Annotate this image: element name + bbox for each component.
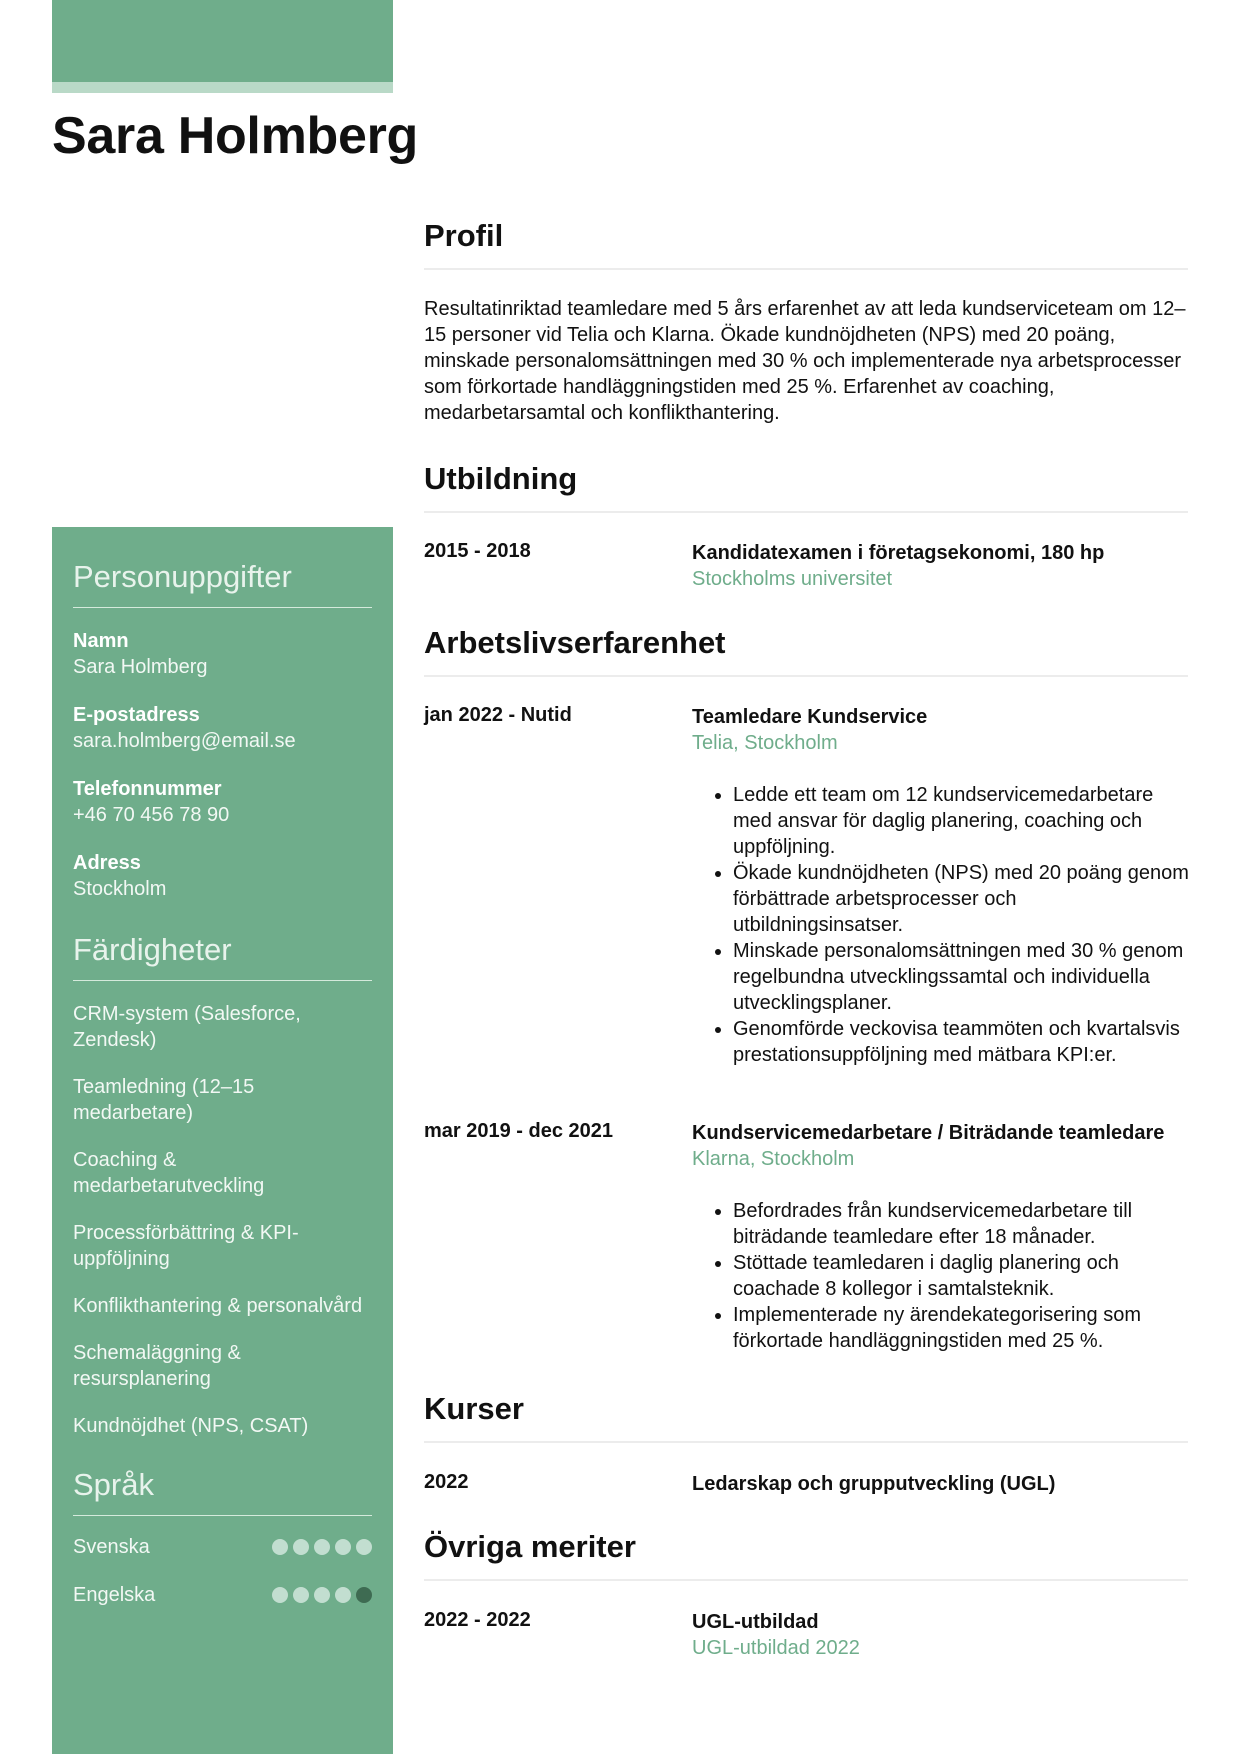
language-row xyxy=(73,1536,372,1558)
personal-label: E-postadress xyxy=(73,704,200,726)
candidate-name: Sara Holmberg xyxy=(52,107,418,165)
entry-date: 2015 - 2018 xyxy=(424,540,531,562)
entry-date: 2022 xyxy=(424,1471,469,1493)
skill-item: Teamledning (12–15 medarbetare) xyxy=(73,1076,255,1124)
entry-body xyxy=(692,1120,1192,1354)
bullet-item: • Minskade personalomsättningen med 30 % genom regelbundna utvecklingssamtal och individuella utvecklingsplaner. xyxy=(733,938,1192,1016)
personal-label: Namn xyxy=(73,630,129,652)
personal-item-phone xyxy=(73,776,372,828)
personal-value: Sara Holmberg xyxy=(73,656,208,678)
bullet-item: • Implementerade ny ärendekategorisering som förkortade handläggningstiden med 25 %. xyxy=(733,1302,1192,1354)
skill-item: CRM-system (Salesforce, Zendesk) xyxy=(73,1003,301,1051)
entry-subtitle: Klarna, Stockholm xyxy=(692,1148,855,1170)
entry-subtitle: Stockholms universitet xyxy=(692,568,893,590)
bullet-item: • Ökade kundnöjdheten (NPS) med 20 poäng genom förbättrade arbetsprocesser och utbildningsinsatser. xyxy=(733,860,1192,938)
experience-heading: Arbetslivserfarenhet xyxy=(424,625,1188,677)
personal-value: +46 70 456 78 90 xyxy=(73,804,230,826)
personal-label: Telefonnummer xyxy=(73,778,222,800)
sidebar xyxy=(52,527,393,1754)
skill-item: Konflikthantering & personalvård xyxy=(73,1295,363,1317)
entry-date: mar 2019 - dec 2021 xyxy=(424,1120,614,1142)
header-accent-bar xyxy=(52,0,393,82)
personal-item-email xyxy=(73,702,372,754)
bullet-item: • Genomförde veckovisa teammöten och kvartalsvis prestationsuppföljning med mätbara KPI:er. xyxy=(733,1016,1192,1068)
entry-bullets xyxy=(692,782,1192,1068)
personal-item-address xyxy=(73,850,372,902)
level-dot-empty xyxy=(356,1587,372,1603)
entry-body xyxy=(692,1609,1192,1661)
skill-item: Processförbättring & KPI-uppföljning xyxy=(73,1222,299,1270)
personal-heading: Personuppgifter xyxy=(73,559,372,608)
level-dot-filled xyxy=(272,1539,288,1555)
profile-heading: Profil xyxy=(424,218,1188,270)
courses-heading: Kurser xyxy=(424,1391,1188,1443)
entry-date: 2022 - 2022 xyxy=(424,1609,531,1631)
entry-body xyxy=(692,1471,1192,1497)
entry-title: Ledarskap och grupputveckling (UGL) xyxy=(692,1473,1056,1495)
entry-date: jan 2022 - Nutid xyxy=(424,704,572,726)
skill-item: Kundnöjdhet (NPS, CSAT) xyxy=(73,1415,309,1437)
languages-heading: Språk xyxy=(73,1467,372,1516)
language-row xyxy=(73,1584,372,1606)
personal-value: sara.holmberg@email.se xyxy=(73,730,296,752)
entry-body xyxy=(692,540,1192,592)
entry-title: Kandidatexamen i företagsekonomi, 180 hp xyxy=(692,542,1105,564)
bullet-item: • Ledde ett team om 12 kundservicemedarbetare med ansvar för daglig planering, coaching och uppföljning. xyxy=(733,782,1192,860)
entry-title: UGL-utbildad xyxy=(692,1611,819,1633)
level-dot-filled xyxy=(314,1539,330,1555)
entry-title: Teamledare Kundservice xyxy=(692,706,928,728)
entry-subtitle: Telia, Stockholm xyxy=(692,732,838,754)
bullet-item: • Befordrades från kundservicemedarbetare till biträdande teamledare efter 18 månader. xyxy=(733,1198,1192,1250)
other-heading: Övriga meriter xyxy=(424,1529,1188,1581)
entry-bullets xyxy=(692,1198,1192,1354)
personal-label: Adress xyxy=(73,852,141,874)
skills-heading: Färdigheter xyxy=(73,932,372,981)
header-accent-stripe xyxy=(52,82,393,93)
level-dot-filled xyxy=(293,1539,309,1555)
level-dot-filled xyxy=(314,1587,330,1603)
bullet-item: • Stöttade teamledaren i daglig planering och coachade 8 kollegor i samtalsteknik. xyxy=(733,1250,1192,1302)
level-dot-filled xyxy=(356,1539,372,1555)
language-name: Svenska xyxy=(73,1535,150,1558)
personal-item-name xyxy=(73,628,372,680)
language-name: Engelska xyxy=(73,1583,156,1606)
entry-subtitle: UGL-utbildad 2022 xyxy=(692,1637,860,1659)
level-dot-filled xyxy=(293,1587,309,1603)
skill-item: Schemaläggning & resursplanering xyxy=(73,1342,241,1390)
level-dot-filled xyxy=(272,1587,288,1603)
skill-item: Coaching & medarbetarutveckling xyxy=(73,1149,265,1197)
level-dot-filled xyxy=(335,1587,351,1603)
language-level-dots xyxy=(272,1587,372,1603)
entry-body xyxy=(692,704,1192,1068)
education-heading: Utbildning xyxy=(424,461,1188,513)
level-dot-filled xyxy=(335,1539,351,1555)
language-level-dots xyxy=(272,1539,372,1555)
personal-value: Stockholm xyxy=(73,878,167,900)
entry-title: Kundservicemedarbetare / Biträdande teamledare xyxy=(692,1122,1165,1144)
profile-text: Resultatinriktad teamledare med 5 års erfarenhet av att leda kundserviceteam om 12–15 personer vid Telia och Klarna. Ökade kundnöjdheten (NPS) med 20 poäng, minskade personalomsättningen med 30 % och implementerade nya arbetsprocesser som förkortade handläggningstiden med 25 %. Erfarenhet av coaching, medarbetarsamtal och konflikthantering. xyxy=(424,298,1186,424)
